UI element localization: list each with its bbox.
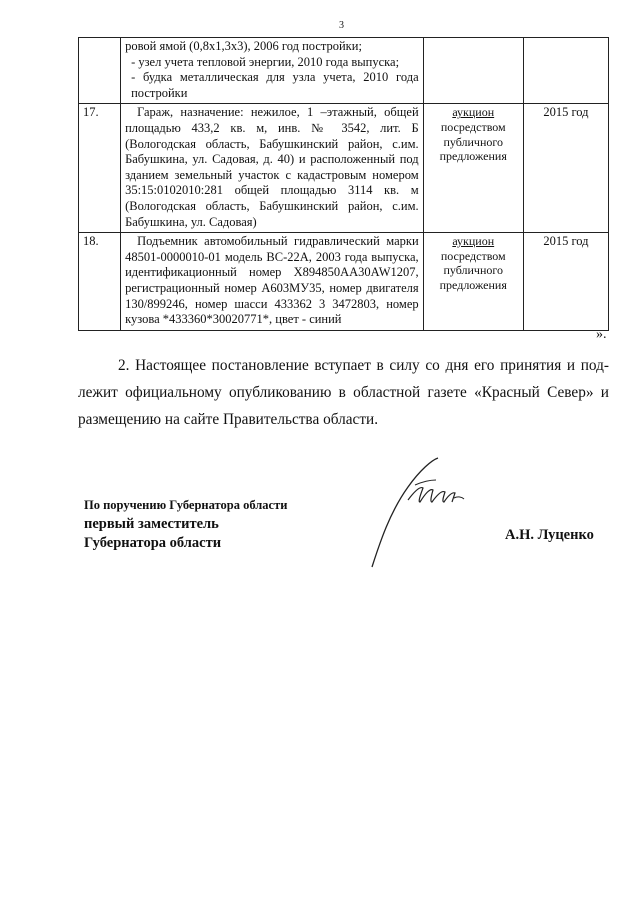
handwritten-signature-icon (360, 452, 480, 572)
row-description-cell (121, 104, 424, 233)
row-description-cell (121, 233, 424, 331)
table-row (79, 38, 609, 104)
table-row (79, 104, 609, 233)
bullet-item: - узел учета тепловой энергии, 2010 года выпуска; (131, 54, 400, 69)
row-method-cell (423, 38, 523, 104)
page-number: 3 (339, 20, 344, 31)
paragraph-rest: лежит официальному опубликованию в областной газете «Красный Север» и размещению на сайте Правительства области. (78, 384, 609, 428)
signature-line-3: Губернатора области (84, 535, 222, 551)
row-year-cell (523, 38, 608, 104)
property-table (78, 37, 609, 331)
signature-line-1: По поручению Губернатора области (84, 498, 288, 512)
row-year-cell: 2015 год (523, 233, 608, 331)
row-year-cell: 2015 год (523, 104, 608, 233)
method-main-text: аукцион (452, 234, 495, 249)
description-text: Подъемник автомобильный гидравлический марки 48501-0000010-01 модель ВС-22А, 2003 года выпуска, идентификационный номер X894850AA30AW1207, регистрационный номер А603МУ35, номер двигателя 130/899246, номер шасси 433362 3 3472803, номер кузова *433360*30020771*, цвет - синий (125, 234, 419, 327)
description-text: Гараж, назначение: нежилое, 1 –этажный, общей площадью 433,2 кв. м, инв. № 3542, лит. Б (Вологодская область, Бабушкинский район, с.им. Бабушкина, ул. Садовая, д. 40) и расположенный под зданием земельный участок с кадастровым номером 35:15:0102010:281 общей площадью 3114 кв. м (Вологодская область, Бабушкинский район, с.им. Бабушкина, ул. Садовая) (125, 105, 419, 229)
method-rest-text: посредством публичного предложения (439, 119, 507, 164)
closing-quote: ». (596, 327, 607, 342)
method-main-text: аукцион (452, 105, 495, 120)
signer-name: А.Н. Луценко (505, 527, 594, 543)
row-number-cell: 18. (79, 233, 121, 331)
signature-block (84, 496, 287, 553)
row-method-cell (423, 104, 523, 233)
description-line: ровой ямой (0,8х1,3х3), 2006 год постройки; (125, 39, 362, 53)
row-method-cell (423, 233, 523, 331)
row-description-cell (121, 38, 424, 104)
method-rest-text: посредством публичного предложения (439, 248, 507, 292)
signature-line-2: первый заместитель (84, 516, 219, 532)
bullet-item: - будка металлическая для узла учета, 2010 года постройки (131, 70, 419, 100)
paragraph-first-line: 2. Настоящее постановление вступает в силу со дня его принятия и под- (118, 357, 609, 374)
resolution-paragraph (78, 352, 609, 433)
row-number-cell (79, 38, 121, 104)
table-row (79, 233, 609, 331)
row-number-cell: 17. (79, 104, 121, 233)
